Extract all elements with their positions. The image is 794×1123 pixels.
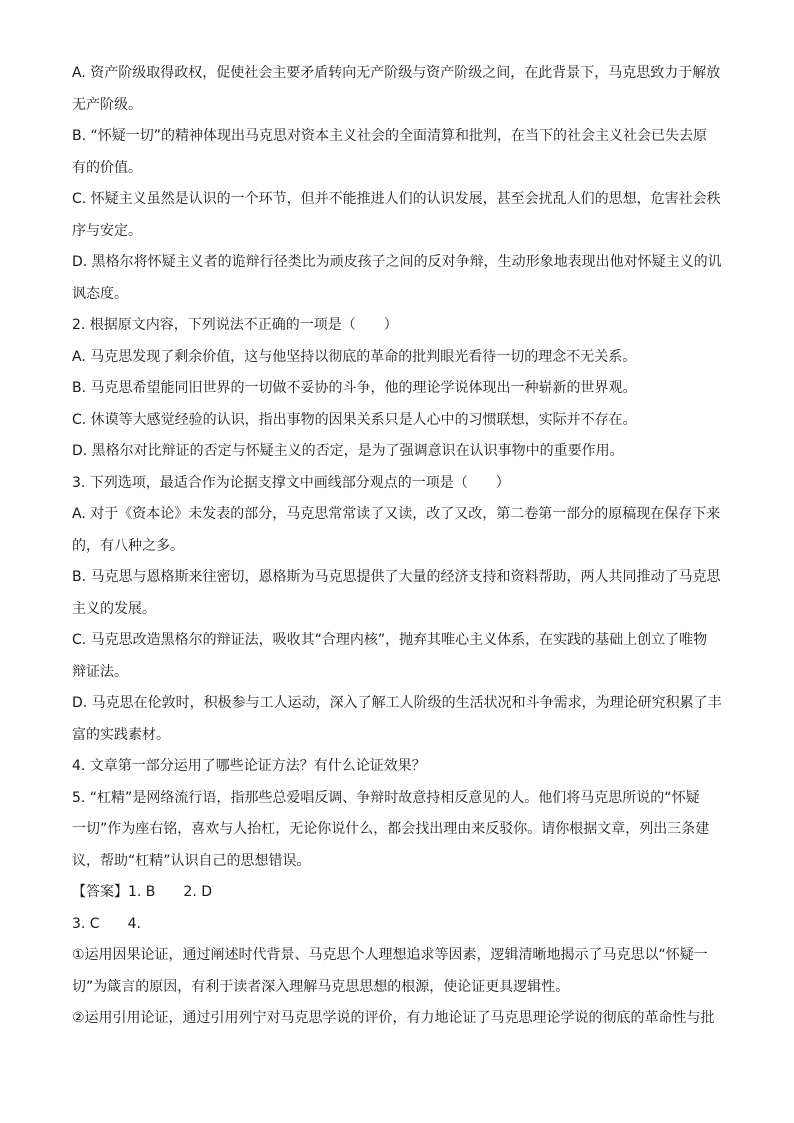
option-d-q2: D. 黑格尔对比辩证的否定与怀疑主义的否定，是为了强调意识在认识事物中的重要作用。 bbox=[72, 443, 624, 459]
option-c-q2: C. 休谟等大感觉经验的认识，指出事物的因果关系只是人心中的习惯联想，实际并不存在。 bbox=[72, 411, 637, 428]
question-2-stem: 2. 根据原文内容，下列说法不正确的一项是（ ） bbox=[72, 317, 398, 333]
answer-2: 2. D bbox=[183, 884, 213, 900]
answer-4-point1-line1: ①运用因果论证，通过阐述时代背景、马克思个人理想追求等因素，逻辑清晰地揭示了马克思以“怀疑一 bbox=[72, 947, 708, 963]
option-d-q3-line1: D. 马克思在伦敦时，积极参与工人运动，深入了解工人阶级的生活状况和斗争需求，为理论研究积累了丰 bbox=[72, 695, 722, 711]
answer-4: 4. bbox=[127, 915, 141, 932]
answer-row-2 bbox=[72, 909, 724, 941]
option-d-q1-line1: D. 黑格尔将怀疑主义者的诡辩行径类比为顽皮孩子之间的反对争辩，生动形象地表现出他对怀疑主义的讥 bbox=[72, 254, 722, 270]
option-c-q1-line2: 序与安定。 bbox=[72, 222, 142, 239]
option-c-q1-line1: C. 怀疑主义虽然是认识的一个环节，但并不能推进人们的认识发展，甚至会扰乱人们的思想，危害社会秩 bbox=[72, 191, 721, 207]
question-4-stem: 4. 文章第一部分运用了哪些论证方法？有什么论证效果？ bbox=[72, 758, 426, 774]
option-a-q3-line1: A. 对于《资本论》未发表的部分，马克思常常读了又读，改了又改，第二卷第一部分的原稿现在保存下来 bbox=[72, 506, 721, 522]
document-page bbox=[72, 58, 724, 1035]
question-3-stem: 3. 下列选项，最适合作为论据支撑文中画线部分观点的一项是（ ） bbox=[72, 474, 510, 491]
answer-3: 3. C bbox=[72, 915, 100, 932]
option-c-q3-line1: C. 马克思改造黑格尔的辩证法，吸收其“合理内核”，抛弃其唯心主义体系，在实践的基础上创立了唯物 bbox=[72, 632, 708, 648]
option-a-q3-line2: 的，有八种之多。 bbox=[72, 537, 184, 554]
option-d-q1-line2: 讽态度。 bbox=[72, 285, 128, 302]
option-b-q1-line2: 有的价值。 bbox=[72, 159, 142, 176]
question-5-line1: 5. “杠精”是网络流行语，指那些总爱唱反调、争辩时故意持相反意见的人。他们将马克思所说的“怀疑 bbox=[72, 789, 700, 806]
question-5-line3: 议，帮助“杠精”认识自己的思想错误。 bbox=[72, 852, 311, 869]
answer-1: 1. B bbox=[128, 884, 156, 900]
answer-4-point2-line1: ②运用引用论证，通过引用列宁对马克思学说的评价，有力地论证了马克思理论学说的彻底的革命性与批 bbox=[72, 1010, 715, 1026]
answer-4-point1-line2: 切”为箴言的原因，有利于读者深入理解马克思思想的根源，使论证更具逻辑性。 bbox=[72, 978, 570, 995]
option-b-q1-line1: B. “怀疑一切”的精神体现出马克思对资本主义社会的全面清算和批判，在当下的社会主义社会已失去原 bbox=[72, 128, 708, 144]
option-b-q3-line1: B. 马克思与恩格斯来往密切，恩格斯为马克思提供了大量的经济支持和资料帮助，两人共同推动了马克思 bbox=[72, 569, 721, 585]
answer-row-1 bbox=[72, 877, 724, 909]
option-b-q3-line2: 主义的发展。 bbox=[72, 600, 156, 617]
option-c-q3-line2: 辩证法。 bbox=[72, 663, 128, 680]
answer-tag: 【答案】 bbox=[72, 884, 128, 900]
option-b-q2: B. 马克思希望能同旧世界的一切做不妥协的斗争，他的理论学说体现出一种崭新的世界观。 bbox=[72, 380, 637, 396]
question-5-line2: 一切”作为座右铭，喜欢与人抬杠，无论你说什么，都会找出理由来反驳你。请你根据文章，列出三条建 bbox=[72, 821, 710, 837]
option-a-q2: A. 马克思发现了剩余价值，这与他坚持以彻底的革命的批判眼光看待一切的理念不无关系。 bbox=[72, 348, 637, 365]
option-a-q1-line2: 无产阶级。 bbox=[72, 96, 142, 113]
option-d-q3-line2: 富的实践素材。 bbox=[72, 726, 170, 743]
option-a-q1-line1: A. 资产阶级取得政权，促使社会主要矛盾转向无产阶级与资产阶级之间，在此背景下，马克思致力于解放 bbox=[72, 65, 721, 81]
